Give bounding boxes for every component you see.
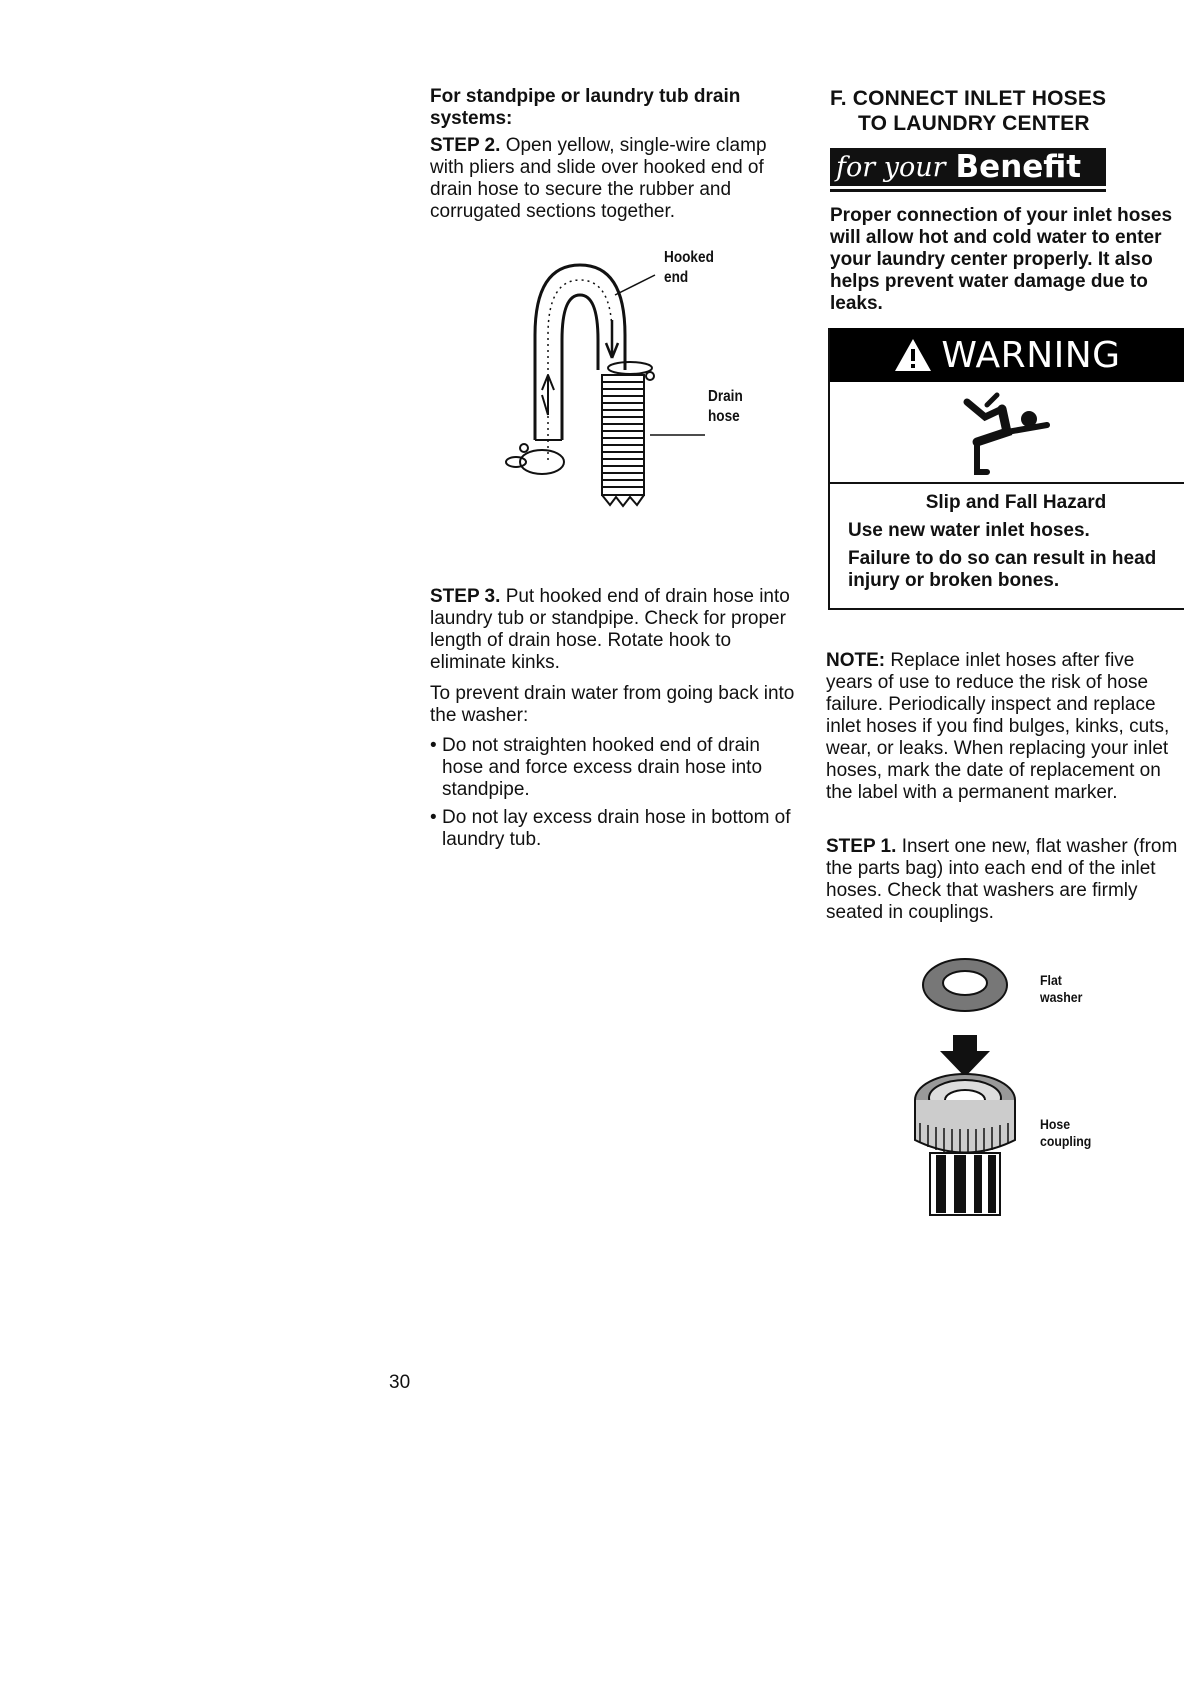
step3-paragraph [430, 586, 800, 674]
note-paragraph [826, 650, 1182, 804]
page-number: 30 [389, 1372, 411, 1393]
banner-for-your: for your [836, 151, 946, 183]
washer-coupling-illustration [900, 955, 1040, 1225]
label-flat-washer: Flat washer [1040, 972, 1083, 1005]
hazard-title: Slip and Fall Hazard [925, 492, 1107, 513]
warning-message [830, 482, 1184, 592]
bullet-item: • Do not straighten hooked end of drain hose and force excess drain hose into standpipe. [430, 735, 800, 801]
note-label: NOTE: [826, 650, 886, 671]
prevent-intro: To prevent drain water from going back into the washer: [430, 683, 795, 726]
bullet-item: • Do not lay excess drain hose in bottom of laundry tub. [430, 807, 800, 851]
step1-label: STEP 1. [826, 836, 897, 857]
prevent-bullet-list [430, 735, 800, 851]
step2-paragraph [430, 135, 800, 223]
washer-figure [900, 955, 1040, 1225]
section-title-line2: TO LAUNDRY CENTER [858, 112, 1090, 135]
step1-text: Insert one new, flat washer (from the parts bag) into each end of the inlet hoses. Check that washers are firmly seated in couplings. [826, 836, 1178, 923]
note-text: Replace inlet hoses after five years of use to reduce the risk of hose failure. Periodically inspect and replace inlet hoses if you find bulges, kinks, cuts, wear, or leaks. When replacing your inlet hoses, mark the date of replacement on the label with a permanent marker. [826, 650, 1170, 803]
step3-text: Put hooked end of drain hose into laundry tub or standpipe. Check for proper length of drain hose. Rotate hook to eliminate kinks. [430, 586, 790, 673]
label-drain-hose: Drain hose [708, 388, 743, 425]
banner-benefit: Benefit [955, 149, 1082, 185]
label-hose-coupling: Hose coupling [1040, 1116, 1092, 1149]
warning-title: WARNING [941, 334, 1121, 376]
warning-triangle-icon [893, 337, 933, 373]
label-hooked-end: Hooked end [664, 249, 714, 286]
benefit-text: Proper connection of your inlet hoses will allow hot and cold water to enter your laundry center properly. It also helps prevent water damage due to leaks. [830, 205, 1173, 314]
falling-person-icon [947, 387, 1067, 477]
warning-line1: Use new water inlet hoses. [848, 520, 1090, 541]
step3-label: STEP 3. [430, 586, 501, 607]
step2-label: STEP 2. [430, 135, 501, 156]
standpipe-subheading: For standpipe or laundry tub drain systems: [430, 86, 741, 129]
section-title-line1: F. CONNECT INLET HOSES [830, 87, 1107, 110]
warning-box [828, 328, 1184, 610]
warning-line2: Failure to do so can result in head injury or broken bones. [848, 548, 1157, 591]
banner-underline [830, 189, 1106, 192]
section-title [830, 86, 1180, 136]
warning-banner [830, 328, 1184, 382]
step2-text: Open yellow, single-wire clamp with pliers and slide over hooked end of drain hose to secure the rubber and corrugated sections together. [430, 135, 767, 222]
for-your-benefit-banner [830, 148, 1106, 192]
step1-paragraph [826, 836, 1182, 924]
falling-person-area [830, 382, 1184, 482]
